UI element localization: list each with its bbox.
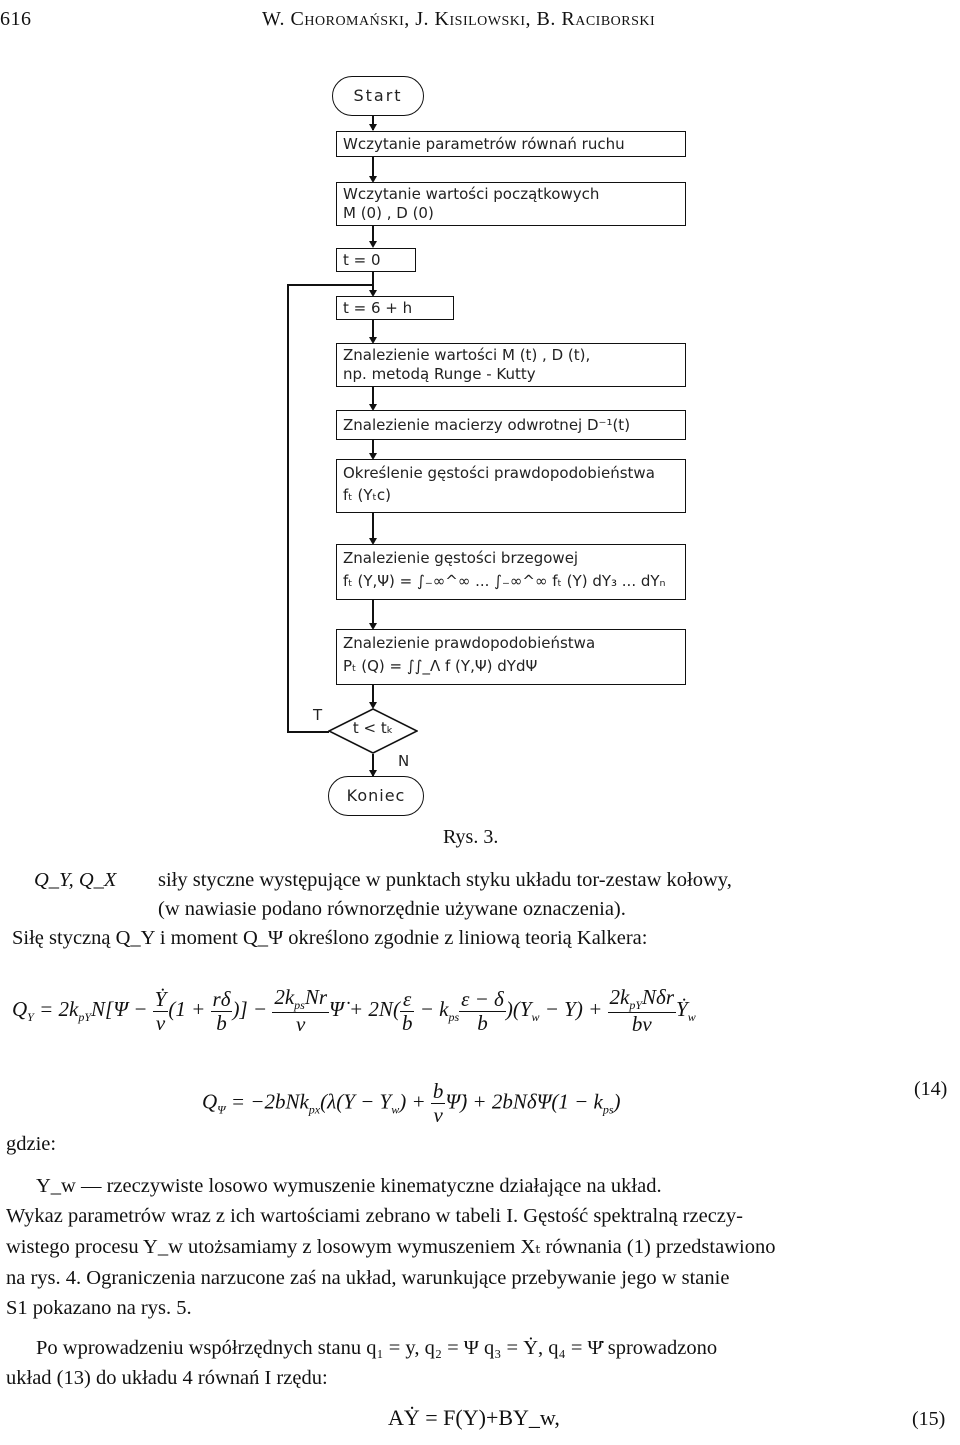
equation-qpsi: $Q_\Psi = -2bNk_{px}(\lambda(Y - Y_w)$ + $\frac{b}{v}$ Ψ̇) + $2bN\delta\Psi(1 - k_{ps})$: [202, 1079, 621, 1128]
step-runge-kutta: [336, 343, 686, 387]
step8-line1: Znalezienie gęstości brzegowej: [343, 549, 579, 567]
step9-line2: Pₜ (Q) = ∫∫_Λ f (Y,Ψ) dYdΨ: [343, 657, 538, 675]
step7-line1: Określenie gęstości prawdopodobieństwa: [343, 464, 655, 482]
step-marginal-density: [336, 544, 686, 600]
page-number: 616: [0, 8, 32, 30]
branch-true-label: T: [313, 706, 323, 724]
branch-false-label: N: [398, 752, 410, 770]
paragraph1-line3: na rys. 4. Ograniczenia narzucone zaś na układ, warunkujące przebywanie jego w stanie: [6, 1267, 730, 1289]
step-read-parameters: Wczytanie parametrów równań ruchu: [336, 131, 686, 157]
step-inverse-matrix: Znalezienie macierzy odwrotnej D⁻¹(t): [336, 410, 686, 440]
step5-line2: np. metodą Runge - Kutty: [343, 365, 536, 383]
step-probability-density: [336, 459, 686, 513]
paragraph2-line1: Po wprowadzeniu współrzędnych stanu q₁ = y, q₂ = Ψ q₃ = Ẏ, q₄ = Ψ̇ sprowadzono: [36, 1337, 718, 1359]
step5-line1: Znalezienie wartości M (t) , D (t),: [343, 346, 591, 364]
step-t-increment: t = 6 + h: [336, 296, 454, 320]
step7-line2: fₜ (Yₜc): [343, 486, 392, 504]
running-header: W. Choromański, J. Kisilowski, B. Raciborski: [262, 8, 656, 30]
paragraph1-line4: S1 pokazano na rys. 5.: [6, 1297, 192, 1319]
equation-15-label: (15): [912, 1408, 946, 1430]
paragraph1-line2: wistego procesu Y_w utożsamiamy z losowym wymuszeniem Xₜ równania (1) przedstawiono: [6, 1236, 776, 1258]
step-read-initial-values: [336, 182, 686, 226]
equation-15: AẎ = F(Y)+BY_w,: [388, 1405, 560, 1430]
step2-line2: M (0) , D (0): [343, 204, 434, 222]
decision-label: t < tₖ: [352, 719, 394, 737]
step-t-zero: t = 0: [336, 248, 416, 272]
step-probability: [336, 629, 686, 685]
kalker-intro: Siłę styczną Q_Y i moment Q_Ψ określono zgodnie z liniową teorią Kalkera:: [12, 927, 648, 949]
yw-definition: Y_w — rzeczywiste losowo wymuszenie kinematyczne działające na układ.: [36, 1175, 662, 1197]
symbol-qy-qx: Q_Y, Q_X: [34, 869, 117, 891]
paragraph2-line2: układ (13) do układu 4 równań I rzędu:: [6, 1367, 328, 1389]
definition-line1: siły styczne występujące w punktach styku układu tor-zestaw kołowy,: [158, 869, 732, 891]
start-terminal: Start: [332, 76, 424, 116]
step8-line2: fₜ (Y,Ψ) = ∫₋∞^∞ ... ∫₋∞^∞ fₜ (Y) dY₃ ... dYₙ: [343, 572, 666, 590]
step9-line1: Znalezienie prawdopodobieństwa: [343, 634, 596, 652]
end-terminal: Koniec: [328, 776, 424, 816]
step2-line1: Wczytanie wartości początkowych: [343, 185, 600, 203]
equation-qy: $Q_Y = 2k_{pY}N[\Psi$ − $\frac{\text{Ẏ}}{v}$ (1 + $\frac{r\delta}{b}$ )] − $\frac{2k_{ps}Nr}{v}$ Ψ̇ + 2N( $\frac{\varepsilon}{b}$ − $k_{ps}$ $\frac{\varepsilon - \delta}{b}$ )$(Y_w - Y)$ + $\frac{2k_{pY}N\delta r}{bv}$ Ẏ$_w$: [12, 985, 696, 1037]
definition-line2: (w nawiasie podano równorzędnie używane oznaczenia).: [158, 898, 626, 920]
paragraph1-line1: Wykaz parametrów wraz z ich wartościami zebrano w tabeli I. Gęstość spektralną rzeczy-: [6, 1205, 743, 1227]
figure-caption: Rys. 3.: [443, 826, 499, 848]
equation-14-label: (14): [914, 1078, 948, 1100]
where-label: gdzie:: [6, 1133, 57, 1155]
